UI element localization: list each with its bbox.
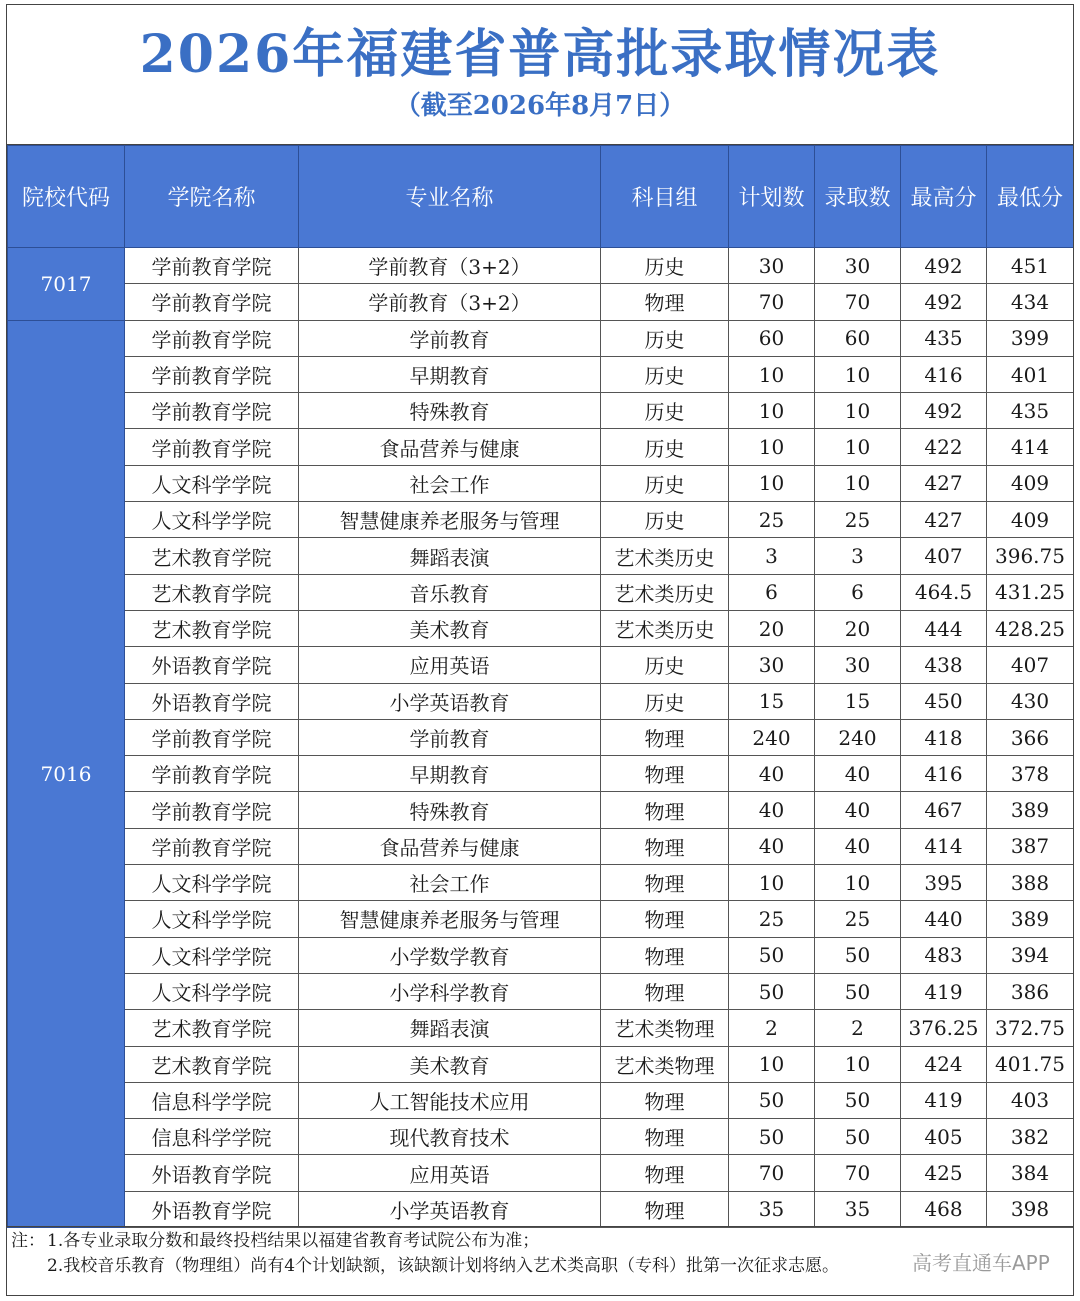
college-cell: 人文科学学院 bbox=[125, 901, 299, 937]
min-score-cell: 407 bbox=[987, 647, 1074, 683]
subject-group-cell: 物理 bbox=[601, 828, 729, 864]
major-cell: 食品营养与健康 bbox=[299, 429, 601, 465]
admission-table bbox=[7, 145, 1074, 1228]
subject-group-cell: 物理 bbox=[601, 973, 729, 1009]
min-score-cell: 388 bbox=[987, 865, 1074, 901]
max-score-cell: 435 bbox=[901, 320, 987, 356]
subject-group-cell: 物理 bbox=[601, 719, 729, 755]
subject-group-cell: 艺术类物理 bbox=[601, 1010, 729, 1046]
major-cell: 食品营养与健康 bbox=[299, 828, 601, 864]
plan-count-cell: 20 bbox=[729, 610, 815, 646]
plan-count-cell: 10 bbox=[729, 393, 815, 429]
college-cell: 信息科学学院 bbox=[125, 1119, 299, 1155]
table-row bbox=[8, 248, 1074, 284]
min-score-cell: 403 bbox=[987, 1082, 1074, 1118]
plan-count-cell: 50 bbox=[729, 1082, 815, 1118]
subject-group-cell: 艺术类历史 bbox=[601, 610, 729, 646]
college-cell: 外语教育学院 bbox=[125, 683, 299, 719]
admitted-count-cell: 10 bbox=[815, 429, 901, 465]
admitted-count-cell: 30 bbox=[815, 248, 901, 284]
college-cell: 学前教育学院 bbox=[125, 828, 299, 864]
plan-count-cell: 30 bbox=[729, 248, 815, 284]
college-cell: 艺术教育学院 bbox=[125, 1010, 299, 1046]
column-header: 最低分 bbox=[987, 146, 1074, 248]
table-row bbox=[8, 465, 1074, 501]
table-row bbox=[8, 574, 1074, 610]
major-cell: 社会工作 bbox=[299, 865, 601, 901]
max-score-cell: 444 bbox=[901, 610, 987, 646]
admitted-count-cell: 10 bbox=[815, 356, 901, 392]
admitted-count-cell: 25 bbox=[815, 901, 901, 937]
major-cell: 应用英语 bbox=[299, 647, 601, 683]
admitted-count-cell: 15 bbox=[815, 683, 901, 719]
max-score-cell: 416 bbox=[901, 756, 987, 792]
page-title: 2026年福建省普高批录取情况表 bbox=[139, 24, 941, 85]
college-cell: 人文科学学院 bbox=[125, 937, 299, 973]
plan-count-cell: 3 bbox=[729, 538, 815, 574]
max-score-cell: 492 bbox=[901, 284, 987, 320]
footnote-text: 1.各专业录取分数和最终投档结果以福建省教育考试院公布为准； bbox=[47, 1231, 540, 1251]
subject-group-cell: 历史 bbox=[601, 356, 729, 392]
table-row bbox=[8, 320, 1074, 356]
column-header: 科目组 bbox=[601, 146, 729, 248]
subject-group-cell: 历史 bbox=[601, 647, 729, 683]
plan-count-cell: 25 bbox=[729, 901, 815, 937]
subject-group-cell: 艺术类历史 bbox=[601, 574, 729, 610]
college-cell: 外语教育学院 bbox=[125, 1155, 299, 1191]
footnote-text: 2.我校音乐教育（物理组）尚有4个计划缺额，该缺额计划将纳入艺术类高职（专科）批第一次征求志愿。 bbox=[47, 1256, 840, 1276]
min-score-cell: 387 bbox=[987, 828, 1074, 864]
table-row bbox=[8, 937, 1074, 973]
plan-count-cell: 15 bbox=[729, 683, 815, 719]
column-header: 专业名称 bbox=[299, 146, 601, 248]
admitted-count-cell: 70 bbox=[815, 284, 901, 320]
subject-group-cell: 物理 bbox=[601, 756, 729, 792]
min-score-cell: 401 bbox=[987, 356, 1074, 392]
max-score-cell: 450 bbox=[901, 683, 987, 719]
min-score-cell: 430 bbox=[987, 683, 1074, 719]
max-score-cell: 418 bbox=[901, 719, 987, 755]
admitted-count-cell: 2 bbox=[815, 1010, 901, 1046]
college-cell: 外语教育学院 bbox=[125, 1191, 299, 1227]
major-cell: 舞蹈表演 bbox=[299, 538, 601, 574]
major-cell: 特殊教育 bbox=[299, 792, 601, 828]
major-cell: 智慧健康养老服务与管理 bbox=[299, 502, 601, 538]
table-row bbox=[8, 828, 1074, 864]
max-score-cell: 427 bbox=[901, 465, 987, 501]
plan-count-cell: 50 bbox=[729, 1119, 815, 1155]
admitted-count-cell: 10 bbox=[815, 393, 901, 429]
plan-count-cell: 6 bbox=[729, 574, 815, 610]
major-cell: 小学英语教育 bbox=[299, 683, 601, 719]
admitted-count-cell: 50 bbox=[815, 1119, 901, 1155]
min-score-cell: 389 bbox=[987, 901, 1074, 937]
college-cell: 学前教育学院 bbox=[125, 284, 299, 320]
column-header: 院校代码 bbox=[8, 146, 125, 248]
max-score-cell: 468 bbox=[901, 1191, 987, 1227]
table-row bbox=[8, 502, 1074, 538]
major-cell: 现代教育技术 bbox=[299, 1119, 601, 1155]
max-score-cell: 424 bbox=[901, 1046, 987, 1082]
page-subtitle: （截至2026年8月7日） bbox=[394, 91, 686, 121]
table-row bbox=[8, 284, 1074, 320]
table-row bbox=[8, 973, 1074, 1009]
admitted-count-cell: 30 bbox=[815, 647, 901, 683]
column-header: 计划数 bbox=[729, 146, 815, 248]
admitted-count-cell: 40 bbox=[815, 828, 901, 864]
admitted-count-cell: 25 bbox=[815, 502, 901, 538]
admitted-count-cell: 3 bbox=[815, 538, 901, 574]
major-cell: 美术教育 bbox=[299, 1046, 601, 1082]
admitted-count-cell: 40 bbox=[815, 792, 901, 828]
admitted-count-cell: 70 bbox=[815, 1155, 901, 1191]
admitted-count-cell: 40 bbox=[815, 756, 901, 792]
college-cell: 人文科学学院 bbox=[125, 465, 299, 501]
admitted-count-cell: 10 bbox=[815, 465, 901, 501]
table-row bbox=[8, 683, 1074, 719]
college-cell: 人文科学学院 bbox=[125, 973, 299, 1009]
max-score-cell: 483 bbox=[901, 937, 987, 973]
min-score-cell: 409 bbox=[987, 502, 1074, 538]
table-row bbox=[8, 610, 1074, 646]
table-row bbox=[8, 1046, 1074, 1082]
college-cell: 学前教育学院 bbox=[125, 248, 299, 284]
plan-count-cell: 10 bbox=[729, 465, 815, 501]
subject-group-cell: 历史 bbox=[601, 320, 729, 356]
college-cell: 学前教育学院 bbox=[125, 320, 299, 356]
major-cell: 学前教育（3+2） bbox=[299, 284, 601, 320]
max-score-cell: 419 bbox=[901, 1082, 987, 1118]
table-row bbox=[8, 429, 1074, 465]
min-score-cell: 394 bbox=[987, 937, 1074, 973]
column-header: 学院名称 bbox=[125, 146, 299, 248]
plan-count-cell: 70 bbox=[729, 284, 815, 320]
admitted-count-cell: 60 bbox=[815, 320, 901, 356]
max-score-cell: 425 bbox=[901, 1155, 987, 1191]
table-row bbox=[8, 1082, 1074, 1118]
max-score-cell: 416 bbox=[901, 356, 987, 392]
plan-count-cell: 70 bbox=[729, 1155, 815, 1191]
major-cell: 舞蹈表演 bbox=[299, 1010, 601, 1046]
table-body bbox=[8, 248, 1074, 1228]
major-cell: 人工智能技术应用 bbox=[299, 1082, 601, 1118]
min-score-cell: 366 bbox=[987, 719, 1074, 755]
major-cell: 社会工作 bbox=[299, 465, 601, 501]
plan-count-cell: 30 bbox=[729, 647, 815, 683]
subject-group-cell: 历史 bbox=[601, 465, 729, 501]
subject-group-cell: 艺术类历史 bbox=[601, 538, 729, 574]
max-score-cell: 467 bbox=[901, 792, 987, 828]
major-cell: 学前教育 bbox=[299, 719, 601, 755]
subject-group-cell: 物理 bbox=[601, 284, 729, 320]
subject-group-cell: 历史 bbox=[601, 683, 729, 719]
min-score-cell: 398 bbox=[987, 1191, 1074, 1227]
major-cell: 应用英语 bbox=[299, 1155, 601, 1191]
major-cell: 小学英语教育 bbox=[299, 1191, 601, 1227]
college-cell: 艺术教育学院 bbox=[125, 574, 299, 610]
admitted-count-cell: 240 bbox=[815, 719, 901, 755]
plan-count-cell: 50 bbox=[729, 973, 815, 1009]
plan-count-cell: 10 bbox=[729, 865, 815, 901]
subject-group-cell: 物理 bbox=[601, 792, 729, 828]
table-row bbox=[8, 393, 1074, 429]
subject-group-cell: 物理 bbox=[601, 1119, 729, 1155]
college-cell: 艺术教育学院 bbox=[125, 1046, 299, 1082]
college-cell: 学前教育学院 bbox=[125, 429, 299, 465]
max-score-cell: 407 bbox=[901, 538, 987, 574]
min-score-cell: 399 bbox=[987, 320, 1074, 356]
major-cell: 音乐教育 bbox=[299, 574, 601, 610]
table-row bbox=[8, 647, 1074, 683]
table-row bbox=[8, 1191, 1074, 1227]
plan-count-cell: 35 bbox=[729, 1191, 815, 1227]
min-score-cell: 386 bbox=[987, 973, 1074, 1009]
college-cell: 艺术教育学院 bbox=[125, 610, 299, 646]
plan-count-cell: 40 bbox=[729, 828, 815, 864]
min-score-cell: 389 bbox=[987, 792, 1074, 828]
max-score-cell: 492 bbox=[901, 248, 987, 284]
min-score-cell: 435 bbox=[987, 393, 1074, 429]
table-row bbox=[8, 719, 1074, 755]
min-score-cell: 451 bbox=[987, 248, 1074, 284]
college-cell: 人文科学学院 bbox=[125, 502, 299, 538]
table-row bbox=[8, 538, 1074, 574]
min-score-cell: 431.25 bbox=[987, 574, 1074, 610]
major-cell: 早期教育 bbox=[299, 356, 601, 392]
plan-count-cell: 40 bbox=[729, 756, 815, 792]
footnote-label: 注： bbox=[11, 1231, 45, 1251]
table-header-row bbox=[8, 146, 1074, 248]
subject-group-cell: 历史 bbox=[601, 429, 729, 465]
college-cell: 学前教育学院 bbox=[125, 719, 299, 755]
subject-group-cell: 历史 bbox=[601, 502, 729, 538]
plan-count-cell: 2 bbox=[729, 1010, 815, 1046]
major-cell: 智慧健康养老服务与管理 bbox=[299, 901, 601, 937]
max-score-cell: 414 bbox=[901, 828, 987, 864]
college-cell: 学前教育学院 bbox=[125, 393, 299, 429]
max-score-cell: 422 bbox=[901, 429, 987, 465]
title-block bbox=[7, 5, 1073, 145]
admitted-count-cell: 50 bbox=[815, 937, 901, 973]
college-cell: 艺术教育学院 bbox=[125, 538, 299, 574]
table-row bbox=[8, 1010, 1074, 1046]
plan-count-cell: 240 bbox=[729, 719, 815, 755]
subject-group-cell: 物理 bbox=[601, 901, 729, 937]
major-cell: 特殊教育 bbox=[299, 393, 601, 429]
admitted-count-cell: 10 bbox=[815, 1046, 901, 1082]
major-cell: 学前教育 bbox=[299, 320, 601, 356]
subject-group-cell: 物理 bbox=[601, 1155, 729, 1191]
college-cell: 学前教育学院 bbox=[125, 792, 299, 828]
major-cell: 小学数学教育 bbox=[299, 937, 601, 973]
subject-group-cell: 物理 bbox=[601, 865, 729, 901]
column-header: 录取数 bbox=[815, 146, 901, 248]
plan-count-cell: 10 bbox=[729, 356, 815, 392]
college-cell: 人文科学学院 bbox=[125, 865, 299, 901]
max-score-cell: 438 bbox=[901, 647, 987, 683]
plan-count-cell: 60 bbox=[729, 320, 815, 356]
min-score-cell: 428.25 bbox=[987, 610, 1074, 646]
admitted-count-cell: 10 bbox=[815, 865, 901, 901]
table-row bbox=[8, 1119, 1074, 1155]
table-row bbox=[8, 901, 1074, 937]
table-row bbox=[8, 356, 1074, 392]
plan-count-cell: 40 bbox=[729, 792, 815, 828]
max-score-cell: 405 bbox=[901, 1119, 987, 1155]
admitted-count-cell: 50 bbox=[815, 973, 901, 1009]
min-score-cell: 396.75 bbox=[987, 538, 1074, 574]
major-cell: 美术教育 bbox=[299, 610, 601, 646]
school-code-cell: 7017 bbox=[8, 248, 125, 321]
plan-count-cell: 25 bbox=[729, 502, 815, 538]
subject-group-cell: 历史 bbox=[601, 248, 729, 284]
college-cell: 外语教育学院 bbox=[125, 647, 299, 683]
max-score-cell: 464.5 bbox=[901, 574, 987, 610]
min-score-cell: 372.75 bbox=[987, 1010, 1074, 1046]
max-score-cell: 427 bbox=[901, 502, 987, 538]
admitted-count-cell: 20 bbox=[815, 610, 901, 646]
subject-group-cell: 物理 bbox=[601, 937, 729, 973]
subject-group-cell: 艺术类物理 bbox=[601, 1046, 729, 1082]
min-score-cell: 382 bbox=[987, 1119, 1074, 1155]
table-row bbox=[8, 865, 1074, 901]
school-code-cell: 7016 bbox=[8, 320, 125, 1227]
subject-group-cell: 物理 bbox=[601, 1191, 729, 1227]
subject-group-cell: 物理 bbox=[601, 1082, 729, 1118]
major-cell: 早期教育 bbox=[299, 756, 601, 792]
max-score-cell: 440 bbox=[901, 901, 987, 937]
college-cell: 学前教育学院 bbox=[125, 756, 299, 792]
table-row bbox=[8, 1155, 1074, 1191]
max-score-cell: 376.25 bbox=[901, 1010, 987, 1046]
min-score-cell: 378 bbox=[987, 756, 1074, 792]
plan-count-cell: 10 bbox=[729, 429, 815, 465]
subject-group-cell: 历史 bbox=[601, 393, 729, 429]
min-score-cell: 414 bbox=[987, 429, 1074, 465]
major-cell: 小学科学教育 bbox=[299, 973, 601, 1009]
min-score-cell: 384 bbox=[987, 1155, 1074, 1191]
max-score-cell: 419 bbox=[901, 973, 987, 1009]
min-score-cell: 401.75 bbox=[987, 1046, 1074, 1082]
min-score-cell: 434 bbox=[987, 284, 1074, 320]
plan-count-cell: 10 bbox=[729, 1046, 815, 1082]
table-row bbox=[8, 756, 1074, 792]
college-cell: 信息科学学院 bbox=[125, 1082, 299, 1118]
plan-count-cell: 50 bbox=[729, 937, 815, 973]
major-cell: 学前教育（3+2） bbox=[299, 248, 601, 284]
watermark: 高考直通车APP bbox=[912, 1251, 1050, 1275]
column-header: 最高分 bbox=[901, 146, 987, 248]
admitted-count-cell: 6 bbox=[815, 574, 901, 610]
admitted-count-cell: 50 bbox=[815, 1082, 901, 1118]
college-cell: 学前教育学院 bbox=[125, 356, 299, 392]
admission-sheet bbox=[6, 4, 1074, 1296]
table-row bbox=[8, 792, 1074, 828]
max-score-cell: 395 bbox=[901, 865, 987, 901]
admitted-count-cell: 35 bbox=[815, 1191, 901, 1227]
min-score-cell: 409 bbox=[987, 465, 1074, 501]
max-score-cell: 492 bbox=[901, 393, 987, 429]
